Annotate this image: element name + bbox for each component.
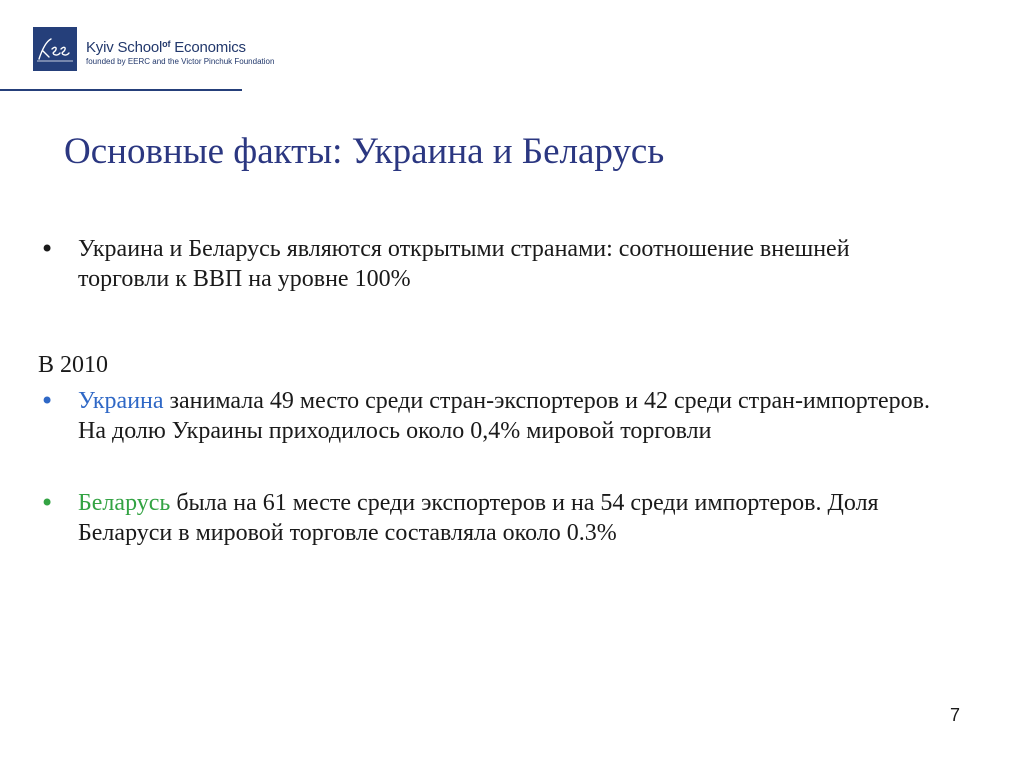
bullet-ukraine	[38, 386, 938, 446]
kse-logo-mark	[33, 27, 77, 71]
kse-logo-text	[86, 36, 274, 67]
bullet-dot-icon: •	[40, 235, 55, 263]
page-number: 7	[950, 705, 961, 725]
bullet-dot-icon: •	[40, 489, 55, 517]
belarus-text: была на 61 месте среди экспортеров и на 54 среди импортеров. Доля Беларуси в мировой торговле составляла около 0.3%	[78, 490, 879, 546]
bullet-belarus	[38, 488, 938, 548]
bullet-open-economies	[38, 234, 938, 294]
ukraine-highlight: Украина	[78, 388, 164, 414]
slide-content	[38, 234, 938, 548]
slide-title: Основные факты: Украина и Беларусь	[64, 131, 665, 172]
header-divider	[0, 89, 242, 91]
bullet-text: Украина и Беларусь являются открытыми странами: соотношение внешней торговли к ВВП на уровне 100%	[78, 236, 850, 292]
year-line: В 2010	[38, 352, 109, 378]
logo-name: Kyiv School$^{of}$ Economics	[86, 39, 246, 56]
ukraine-text: занимала 49 место среди стран-экспортеров и 42 среди стран-импортеров. На долю Украины приходилось около 0,4% мировой торговли	[78, 388, 930, 444]
bullet-dot-icon: •	[40, 387, 55, 415]
belarus-highlight: Беларусь	[78, 490, 171, 516]
logo-tagline: founded by EERC and the Victor Pinchuk Foundation	[86, 57, 275, 66]
